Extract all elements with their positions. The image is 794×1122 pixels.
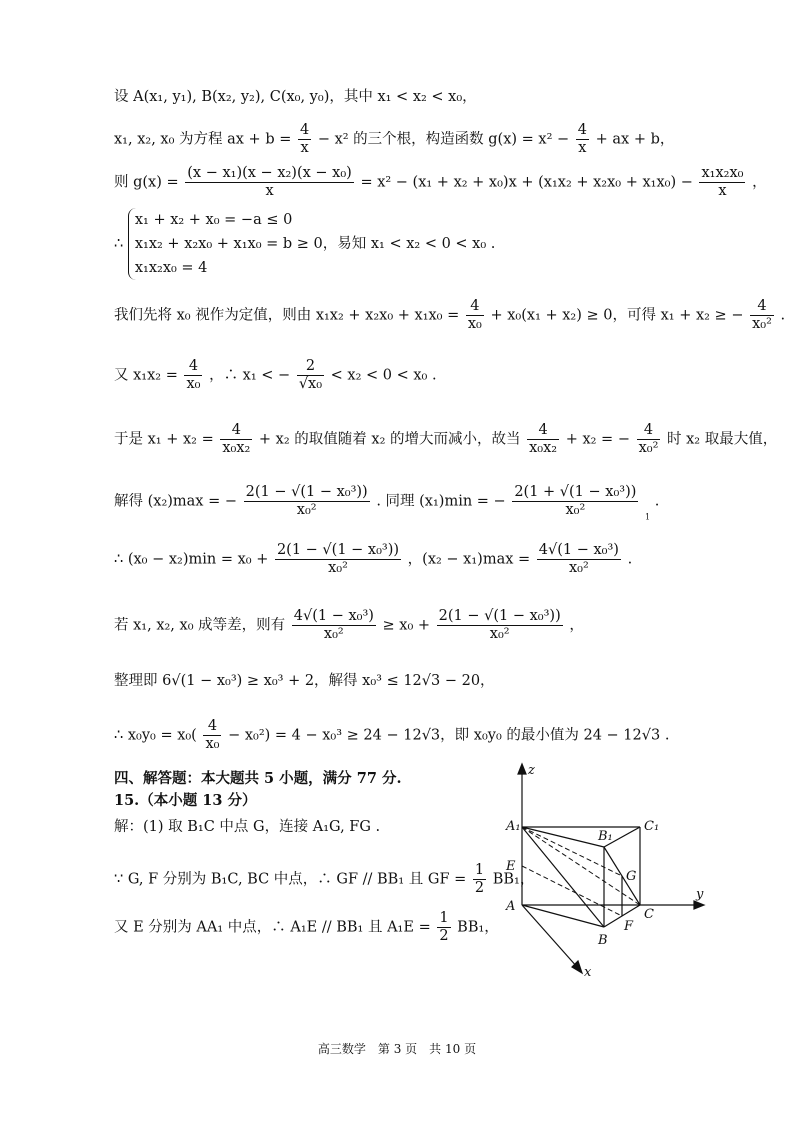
system-row: x₁x₂ + x₂x₀ + x₁x₀ = b ≥ 0，易知 x₁ < x₂ < 0 < x₀ .: [134, 236, 496, 252]
section-heading: [114, 770, 402, 788]
label-c1: C₁: [644, 819, 660, 834]
fraction: $\frac{\text{x₁x₂x₀}}{x}$: [701, 165, 744, 199]
page-footer: 高三数学 第 3 页 共 10 页: [317, 1042, 477, 1056]
line-monotonic: [114, 422, 777, 457]
dashed-a1c: [522, 827, 640, 905]
system-row: x₁ + x₂ + x₀ = −a ≤ 0: [134, 212, 293, 228]
text: − x² 的三个根，构造函数 g(x) = x² −: [317, 131, 570, 148]
text: ∵ G, F 分别为 B₁C, BC 中点，∴ GF // BB₁ 且 GF =: [114, 871, 467, 888]
text: − x₀²) = 4 − x₀³ ≥ 24 − 12√3，即 x₀y₀ 的最小值为 24 − 12√3 .: [228, 727, 670, 744]
line-fix-x0: [114, 298, 785, 333]
fraction: $\frac{\text{2(1 − √(1 − x₀³))}}{\text{x₀²}}$: [245, 484, 368, 518]
fraction: $\frac{\text{2(1 − √(1 − x₀³))}}{\text{x₀²}}$: [438, 608, 561, 642]
text: = x² − (x₁ + x₂ + x₀)x + (x₁x₂ + x₂x₀ + x₁x₀) −: [360, 174, 693, 191]
line-differences: [114, 542, 632, 577]
text: 解得 (x₂)max = −: [114, 493, 238, 510]
label-g: G: [626, 869, 637, 884]
label-f: F: [624, 919, 634, 934]
edge-ab: [522, 905, 604, 927]
label-b1: B₁: [598, 829, 613, 844]
fraction: $\frac{2}{\text{√x₀}}$: [298, 358, 323, 392]
label-y: y: [696, 887, 704, 902]
text: 若 x₁, x₂, x₀ 成等差，则有: [114, 617, 286, 634]
fraction: $\frac{4}{x}$: [577, 122, 588, 156]
label-b: B: [598, 933, 608, 948]
text: .: [780, 307, 786, 324]
text: 于是 x₁ + x₂ =: [114, 431, 214, 448]
fraction: $\frac{4}{x}$: [299, 122, 310, 156]
text: BB₁，: [457, 919, 499, 936]
text: 整理即 6√(1 − x₀³) ≥ x₀³ + 2，解得 x₀³ ≤ 12√3 − 20，: [114, 673, 495, 689]
text: + x₂ 的取值随着 x₂ 的增大而减小，故当: [258, 431, 521, 448]
fraction: $\frac{\text{4√(1 − x₀³)}}{\text{x₀²}}$: [293, 608, 374, 642]
line-minimum: [114, 718, 669, 753]
label-a: A: [506, 899, 516, 914]
edge-a1b: [522, 827, 604, 927]
y-arrow-icon: [694, 901, 704, 909]
system-row: x₁x₂x₀ = 4: [134, 260, 208, 276]
text: 设 A(x₁, y₁), B(x₂, y₂), C(x₀, y₀)，其中 x₁ < x₂ < x₀，: [114, 89, 477, 105]
fraction: $\frac{4}{\text{x₀}}$: [186, 358, 201, 392]
therefore-symbol: ∴: [114, 236, 124, 252]
text: + x₀(x₁ + x₂) ≥ 0，可得 x₁ + x₂ ≥ −: [490, 307, 744, 324]
fraction: $\frac{1}{2}$: [439, 910, 449, 944]
label-e: E: [506, 859, 516, 874]
label-c: C: [644, 907, 654, 922]
solution-line: [114, 818, 380, 836]
system-brace: [128, 208, 496, 280]
text: + ax + b，: [595, 131, 675, 148]
equation-system: [114, 208, 495, 280]
text: ≥ x₀ +: [382, 617, 431, 634]
text: 又 E 分别为 AA₁ 中点，∴ A₁E // BB₁ 且 A₁E =: [114, 919, 431, 936]
text: 时 x₂ 取最大值，: [667, 431, 778, 448]
text: + x₂ = −: [565, 431, 630, 448]
label-z: z: [528, 763, 535, 778]
line-extrema: [114, 484, 659, 527]
solution-line: [114, 862, 534, 897]
text: 15.（本小题 13 分）: [114, 792, 257, 809]
text: ∴ (x₀ − x₂)min = x₀ +: [114, 551, 269, 568]
line-g-expansion: [114, 165, 767, 200]
label-x: x: [584, 965, 592, 980]
text: 又 x₁x₂ =: [114, 367, 178, 384]
text: . 同理 (x₁)min = −: [376, 493, 506, 510]
prism-diagram: [490, 760, 720, 990]
line-roots: [114, 122, 674, 157]
stray-mark: 1: [645, 512, 651, 522]
fraction: $\frac{4}{\text{x₀²}}$: [638, 422, 659, 456]
fraction: $\frac{\text{2(1 + √(1 − x₀³))}}{\text{x₀²}}$: [514, 484, 637, 518]
fraction: $\frac{4}{\text{x₀}}$: [205, 718, 220, 752]
text: .: [627, 551, 633, 568]
edge-a1b1: [522, 827, 604, 847]
text: .: [654, 493, 660, 510]
fraction: $\frac{4}{\text{x₀x₂}}$: [529, 422, 558, 456]
text: ，∴ x₁ < −: [209, 367, 291, 384]
text: BB₁，: [492, 871, 535, 888]
x-axis: [522, 905, 578, 968]
text: ，: [752, 174, 767, 191]
text: ，(x₂ − x₁)max =: [407, 551, 531, 568]
fraction: $\frac{4}{\text{x₀}}$: [467, 298, 482, 332]
label-a1: A₁: [506, 819, 521, 834]
fraction: $\frac{\text{4√(1 − x₀³)}}{\text{x₀²}}$: [538, 542, 619, 576]
text: < x₂ < 0 < x₀ .: [330, 367, 437, 384]
text: 我们先将 x₀ 视作为定值，则由 x₁x₂ + x₂x₀ + x₁x₀ =: [114, 307, 460, 324]
text: ，: [569, 617, 584, 634]
text: 解：(1) 取 B₁C 中点 G，连接 A₁G, FG .: [114, 819, 381, 835]
text: x₁, x₂, x₀ 为方程 ax + b =: [114, 131, 292, 148]
line-solve: [114, 672, 495, 690]
solution-line: [114, 910, 499, 945]
fraction: $\frac{\text{(x − x₁)(x − x₂)(x − x₀)}}{x}$: [187, 165, 352, 199]
fraction: $\frac{1}{2}$: [474, 862, 485, 896]
z-arrow-icon: [518, 764, 526, 774]
fraction: $\frac{4}{\text{x₀²}}$: [752, 298, 772, 332]
line-points: [114, 88, 477, 106]
line-arithmetic: [114, 608, 584, 643]
text: 则 g(x) =: [114, 174, 179, 191]
fraction: $\frac{4}{\text{x₀x₂}}$: [222, 422, 251, 456]
line-product: [114, 358, 437, 393]
text: 四、解答题：本大题共 5 小题，满分 77 分.: [114, 770, 402, 787]
problem-heading: [114, 792, 257, 810]
text: ∴ x₀y₀ = x₀(: [114, 727, 197, 744]
fraction: $\frac{\text{2(1 − √(1 − x₀³))}}{\text{x₀²}}$: [276, 542, 400, 576]
